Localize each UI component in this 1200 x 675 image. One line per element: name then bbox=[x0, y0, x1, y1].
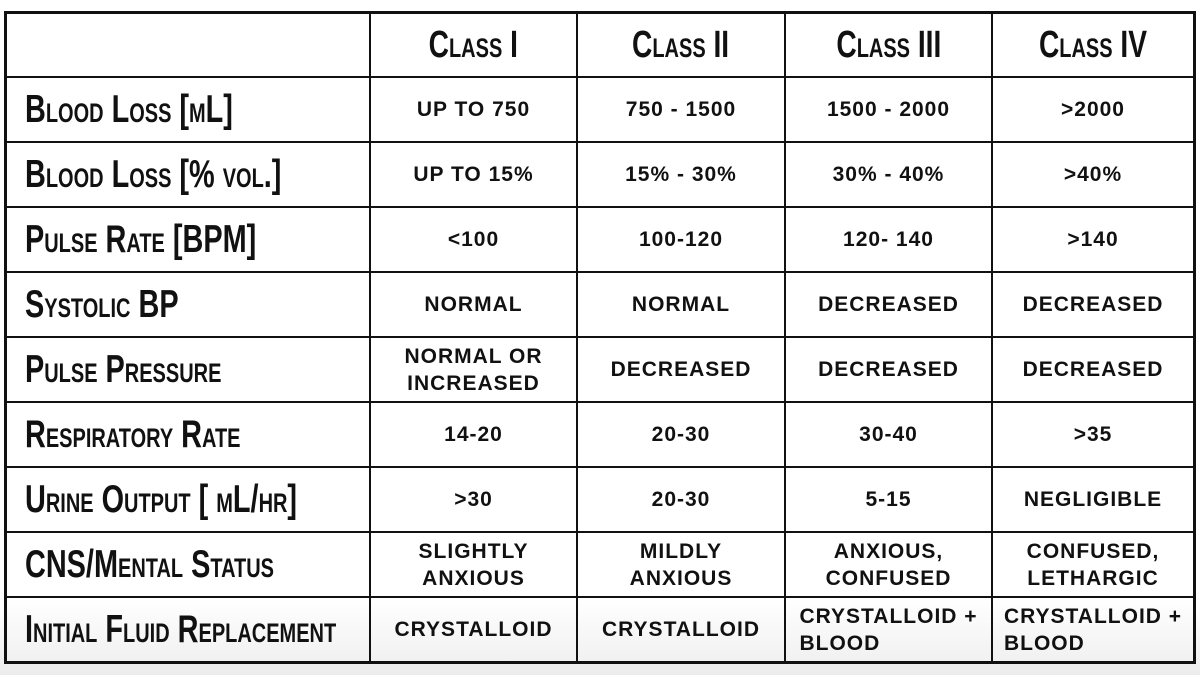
value-pulse-rate-class-iii: 120- 140 bbox=[843, 228, 934, 251]
cell-urine-output-class-ii bbox=[578, 468, 784, 531]
row-label-systolic-bp: Systolic BP bbox=[25, 282, 179, 326]
row-label-pulse-rate: Pulse Rate [BPM] bbox=[25, 217, 257, 261]
cell-respiratory-rate-class-i bbox=[371, 403, 576, 466]
cell-systolic-bp-class-iv bbox=[993, 273, 1193, 336]
value-blood-loss-pct-class-iii: 30% - 40% bbox=[832, 163, 945, 186]
cell-urine-output-class-iii bbox=[786, 468, 991, 531]
header-label-class-ii: Class II bbox=[632, 23, 730, 66]
value-systolic-bp-class-ii: NORMAL bbox=[631, 293, 731, 316]
value-urine-output-class-ii: 20-30 bbox=[651, 488, 711, 511]
cell-systolic-bp-class-i bbox=[371, 273, 576, 336]
header-label-class-i: Class I bbox=[428, 23, 519, 66]
value-pulse-rate-class-ii: 100-120 bbox=[638, 228, 724, 251]
value-urine-output-class-i: >30 bbox=[454, 488, 493, 511]
value-systolic-bp-class-i: NORMAL bbox=[424, 293, 523, 316]
row-label-cell-systolic-bp bbox=[7, 273, 369, 336]
value-respiratory-rate-class-ii: 20-30 bbox=[651, 423, 711, 446]
cell-blood-loss-pct-class-i bbox=[371, 143, 576, 206]
corner-cell bbox=[7, 14, 369, 76]
row-label-cell-blood-loss-pct bbox=[7, 143, 369, 206]
value-pulse-pressure-class-ii: DECREASED bbox=[610, 358, 752, 381]
cell-blood-loss-ml-class-ii bbox=[578, 78, 784, 141]
row-label-cell-respiratory-rate bbox=[7, 403, 369, 466]
cell-blood-loss-ml-class-iv bbox=[993, 78, 1193, 141]
header-cell-class-ii bbox=[578, 14, 784, 76]
cell-systolic-bp-class-iii bbox=[786, 273, 991, 336]
row-label-blood-loss-ml: Blood Loss [mL] bbox=[25, 87, 233, 131]
row-label-initial-fluid-replacement: Initial Fluid Replacement bbox=[25, 607, 337, 651]
cell-respiratory-rate-class-iii bbox=[786, 403, 991, 466]
cell-initial-fluid-replacement-class-iv bbox=[993, 598, 1193, 661]
value-systolic-bp-class-iv: DECREASED bbox=[1022, 293, 1164, 316]
value-pulse-pressure-class-i: NORMAL OR INCREASED bbox=[404, 344, 543, 395]
value-blood-loss-ml-class-iv: >2000 bbox=[1061, 98, 1125, 121]
header-cell-class-iv bbox=[993, 14, 1193, 76]
value-cns-mental-status-class-ii: MILDLY ANXIOUS bbox=[629, 539, 733, 590]
row-label-pulse-pressure: Pulse Pressure bbox=[25, 347, 222, 391]
value-initial-fluid-replacement-class-i: CRYSTALLOID bbox=[394, 618, 553, 641]
cell-cns-mental-status-class-ii bbox=[578, 533, 784, 596]
row-label-cell-urine-output bbox=[7, 468, 369, 531]
cell-pulse-rate-class-ii bbox=[578, 208, 784, 271]
value-blood-loss-ml-class-ii: 750 - 1500 bbox=[625, 98, 737, 121]
cell-cns-mental-status-class-iii bbox=[786, 533, 991, 596]
cell-pulse-pressure-class-iv bbox=[993, 338, 1193, 401]
value-initial-fluid-replacement-class-iv: CRYSTALLOID + BLOOD bbox=[1003, 604, 1183, 655]
row-label-respiratory-rate: Respiratory Rate bbox=[25, 412, 241, 456]
header-label-class-iii: Class III bbox=[836, 23, 941, 66]
value-systolic-bp-class-iii: DECREASED bbox=[818, 293, 959, 316]
cell-initial-fluid-replacement-class-iii bbox=[786, 598, 991, 661]
row-label-cns-mental-status: CNS/Mental Status bbox=[25, 542, 274, 586]
cell-urine-output-class-i bbox=[371, 468, 576, 531]
cell-pulse-rate-class-iv bbox=[993, 208, 1193, 271]
value-urine-output-class-iii: 5-15 bbox=[865, 488, 912, 511]
cell-pulse-pressure-class-iii bbox=[786, 338, 991, 401]
value-respiratory-rate-class-i: 14-20 bbox=[444, 423, 503, 446]
cell-initial-fluid-replacement-class-ii bbox=[578, 598, 784, 661]
value-respiratory-rate-class-iii: 30-40 bbox=[859, 423, 918, 446]
row-label-blood-loss-pct: Blood Loss [% vol.] bbox=[25, 152, 282, 196]
cell-pulse-pressure-class-ii bbox=[578, 338, 784, 401]
row-label-cell-initial-fluid-replacement bbox=[7, 598, 369, 661]
value-pulse-pressure-class-iv: DECREASED bbox=[1022, 358, 1164, 381]
cell-blood-loss-ml-class-iii bbox=[786, 78, 991, 141]
value-blood-loss-pct-class-iv: >40% bbox=[1063, 163, 1123, 186]
cell-initial-fluid-replacement-class-i bbox=[371, 598, 576, 661]
value-initial-fluid-replacement-class-ii: CRYSTALLOID bbox=[602, 618, 760, 641]
cell-pulse-rate-class-iii bbox=[786, 208, 991, 271]
cell-respiratory-rate-class-iv bbox=[993, 403, 1193, 466]
cell-cns-mental-status-class-iv bbox=[993, 533, 1193, 596]
row-label-cell-blood-loss-ml bbox=[7, 78, 369, 141]
value-blood-loss-ml-class-iii: 1500 - 2000 bbox=[826, 98, 951, 121]
value-pulse-rate-class-iv: >140 bbox=[1067, 228, 1119, 251]
value-urine-output-class-iv: NEGLIGIBLE bbox=[1023, 488, 1163, 511]
cell-blood-loss-pct-class-iv bbox=[993, 143, 1193, 206]
value-initial-fluid-replacement-class-iii: CRYSTALLOID + BLOOD bbox=[799, 604, 978, 655]
row-label-cell-pulse-rate bbox=[7, 208, 369, 271]
header-label-class-iv: Class IV bbox=[1039, 23, 1147, 66]
row-label-urine-output: Urine Output [ mL/hr] bbox=[25, 477, 298, 521]
value-cns-mental-status-class-i: SLIGHTLY ANXIOUS bbox=[418, 539, 529, 590]
header-cell-class-i bbox=[371, 14, 576, 76]
cell-pulse-rate-class-i bbox=[371, 208, 576, 271]
value-pulse-pressure-class-iii: DECREASED bbox=[818, 358, 959, 381]
cell-respiratory-rate-class-ii bbox=[578, 403, 784, 466]
cell-systolic-bp-class-ii bbox=[578, 273, 784, 336]
value-blood-loss-ml-class-i: UP TO 750 bbox=[416, 98, 531, 121]
value-pulse-rate-class-i: <100 bbox=[447, 228, 500, 251]
hemorrhage-classification-table bbox=[4, 11, 1196, 664]
value-cns-mental-status-class-iv: CONFUSED, LETHARGIC bbox=[1026, 539, 1160, 590]
value-cns-mental-status-class-iii: ANXIOUS, CONFUSED bbox=[825, 539, 952, 590]
value-respiratory-rate-class-iv: >35 bbox=[1073, 423, 1113, 446]
row-label-cell-pulse-pressure bbox=[7, 338, 369, 401]
cell-blood-loss-pct-class-iii bbox=[786, 143, 991, 206]
value-blood-loss-pct-class-i: UP TO 15% bbox=[413, 163, 534, 186]
cell-urine-output-class-iv bbox=[993, 468, 1193, 531]
cell-cns-mental-status-class-i bbox=[371, 533, 576, 596]
row-label-cell-cns-mental-status bbox=[7, 533, 369, 596]
cell-blood-loss-ml-class-i bbox=[371, 78, 576, 141]
value-blood-loss-pct-class-ii: 15% - 30% bbox=[625, 163, 737, 186]
cell-blood-loss-pct-class-ii bbox=[578, 143, 784, 206]
cell-pulse-pressure-class-i bbox=[371, 338, 576, 401]
header-cell-class-iii bbox=[786, 14, 991, 76]
